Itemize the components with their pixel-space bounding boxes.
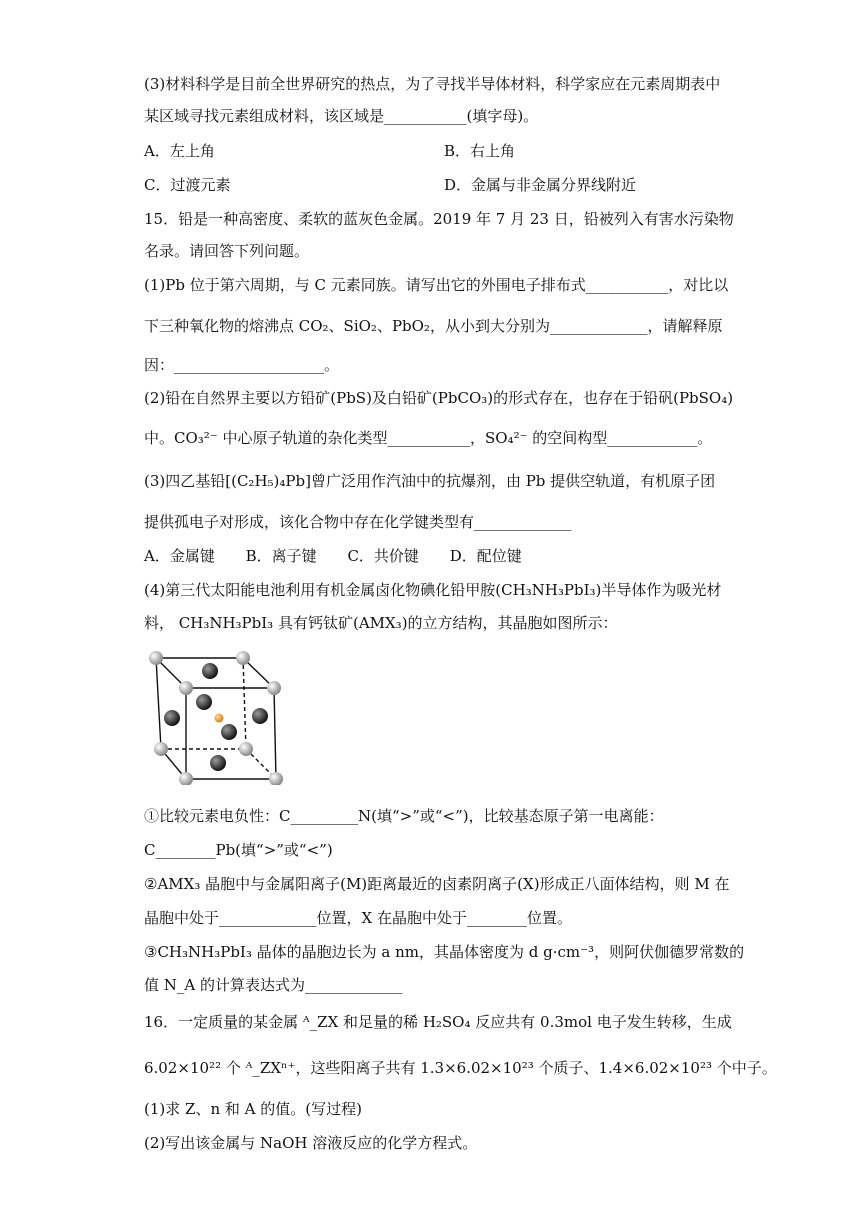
text-line: (1)Pb 位于第六周期，与 C 元素同族。请写出它的外围电子排布式___________，对比以: [144, 276, 729, 294]
text-line: ②AMX₃ 晶胞中与金属阳离子(M)距离最近的卤素阴离子(X)形成正八面体结构，则 M 在: [144, 875, 730, 893]
face-atom: [164, 710, 180, 726]
text-line: 晶胞中处于_____________位置，X 在晶胞中处于________位置。: [144, 909, 572, 927]
option-b: B．离子键: [245, 547, 317, 565]
question-15-title: 15．铅是一种高密度、柔软的蓝灰色金属。2019 年 7 月 23 日，铅被列入有害水污染物: [144, 210, 734, 228]
corner-atom: [267, 681, 281, 695]
text-line: (3)材料科学是目前全世界研究的热点，为了寻找半导体材料，科学家应在元素周期表中: [144, 75, 721, 93]
text-line: (2)写出该金属与 NaOH 溶液反应的化学方程式。: [144, 1134, 478, 1152]
text-line: ③CH₃NH₃PbI₃ 晶体的晶胞边长为 a nm，其晶体密度为 d g·cm⁻³，则阿伏伽德罗常数的: [144, 943, 745, 961]
text-line: (1)求 Z、n 和 A 的值。(写过程): [144, 1100, 362, 1118]
crystal-cell-diagram: [148, 645, 288, 785]
option-c: C．共价键: [347, 547, 419, 565]
option-d: D．金属与非金属分界线附近: [444, 176, 637, 194]
corner-atom: [239, 742, 253, 756]
face-atom: [196, 694, 212, 710]
text-line: 中。CO₃²⁻ 中心原子轨道的杂化类型___________，SO₄²⁻ 的空间构型____________。: [144, 429, 713, 447]
text-line: 某区域寻找元素组成材料，该区域是___________(填字母)。: [144, 107, 539, 125]
text-line: C________Pb(填“>”或“<”): [144, 841, 333, 859]
option-d: D．配位键: [449, 547, 522, 565]
center-atom: [215, 714, 224, 723]
text-line: (2)铅在自然界主要以方铅矿(PbS)及白铅矿(PbCO₃)的形式存在，也存在于铅矾(PbSO₄): [144, 389, 734, 407]
face-atom: [202, 663, 218, 679]
option-b: B．右上角: [444, 142, 516, 160]
option-a: A．金属键: [144, 547, 215, 565]
corner-atom: [179, 681, 193, 695]
options-row: [144, 546, 522, 566]
text-line: 提供孤电子对形成，该化合物中存在化学键类型有_____________: [144, 513, 572, 531]
question-16-title: 16．一定质量的某金属 ᴬ_ZX 和足量的稀 H₂SO₄ 反应共有 0.3mol 电子发生转移，生成: [144, 1013, 732, 1031]
text-line: (3)四乙基铅[(C₂H₅)₄Pb]曾广泛用作汽油中的抗爆剂，由 Pb 提供空轨道，有机原子团: [144, 472, 716, 490]
corner-atom: [154, 742, 168, 756]
text-line: 6.02×10²² 个 ᴬ_ZXⁿ⁺，这些阳离子共有 1.3×6.02×10²³ 个质子、1.4×6.02×10²³ 个中子。: [144, 1059, 777, 1077]
text-line: 料， CH₃NH₃PbI₃ 具有钙钛矿(AMX₃)的立方结构，其晶胞如图所示：: [144, 614, 618, 632]
option-a: A．左上角: [144, 142, 215, 160]
text-line: 值 N_A 的计算表达式为_____________: [144, 976, 403, 994]
option-c: C．过渡元素: [144, 176, 231, 194]
text-line: 名录。请回答下列问题。: [144, 242, 310, 260]
text-line: 因：____________________。: [144, 356, 340, 374]
corner-atom: [149, 651, 163, 665]
face-atom: [210, 755, 226, 771]
face-atom: [252, 708, 268, 724]
text-line: (4)第三代太阳能电池利用有机金属卤化物碘化铅甲胺(CH₃NH₃PbI₃)半导体作为吸光材: [144, 581, 722, 599]
face-atom: [221, 724, 237, 740]
corner-atom: [236, 651, 250, 665]
text-line: ①比较元素电负性：C_________N(填“>”或“<”)，比较基态原子第一电离能：: [144, 807, 664, 825]
text-line: 下三种氧化物的熔沸点 CO₂、SiO₂、PbO₂，从小到大分别为_____________，请解释原: [144, 317, 723, 335]
